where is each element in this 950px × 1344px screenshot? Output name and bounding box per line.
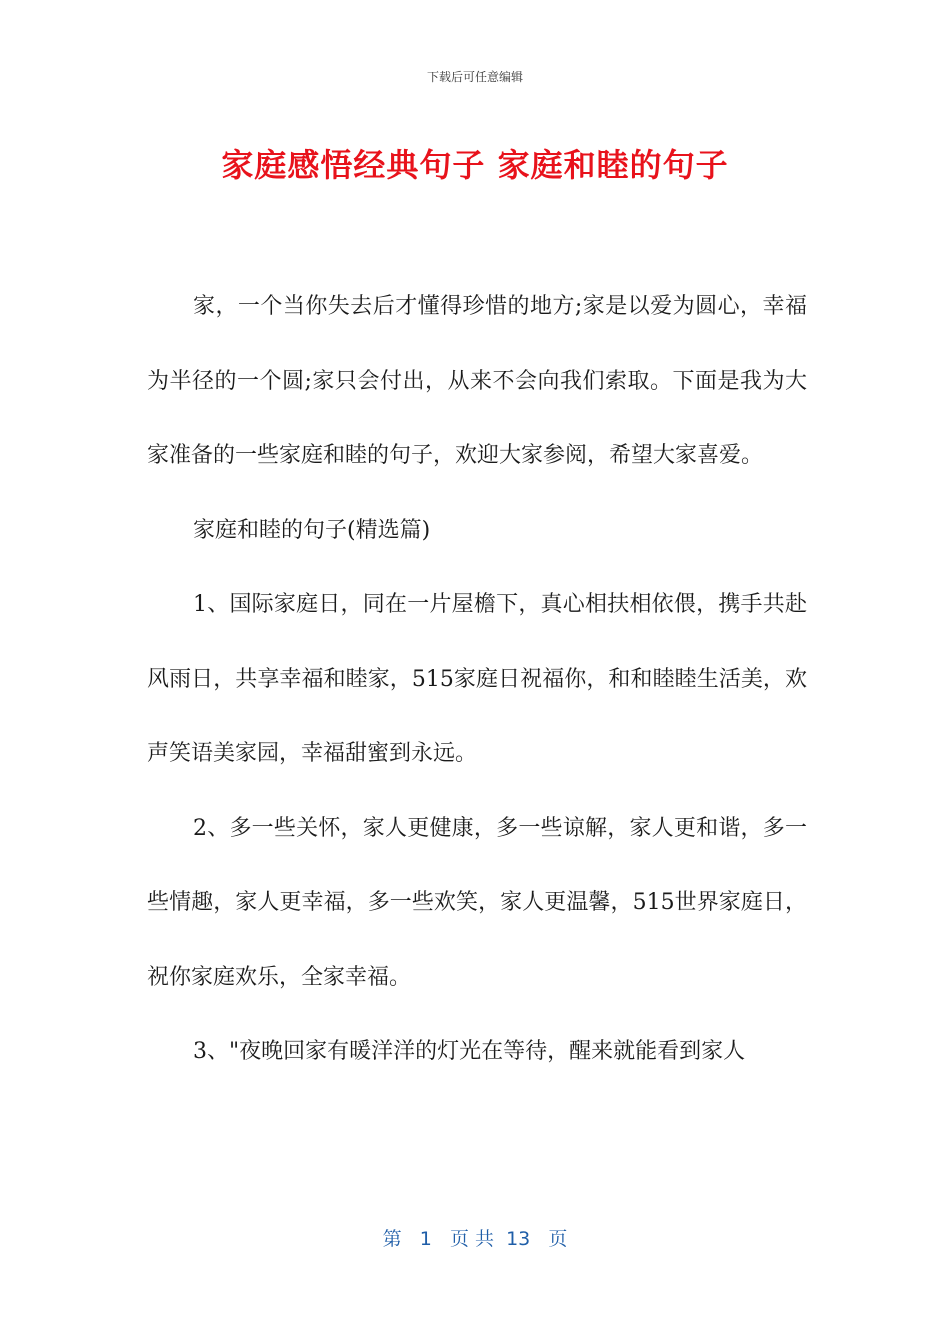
list-item: 1、国际家庭日，同在一片屋檐下，真心相扶相依偎，携手共赴风雨日，共享幸福和睦家，515家庭日祝福你，和和睦睦生活美，欢声笑语美家园，幸福甜蜜到永远。 <box>147 592 807 766</box>
footer-suffix: 页 <box>548 1228 568 1250</box>
section-heading: 家庭和睦的句子(精选篇) <box>193 517 431 543</box>
list-item: 3、"夜晚回家有暖洋洋的灯光在等待，醒来就能看到家人 <box>193 1039 746 1064</box>
page-number: 1 <box>419 1228 432 1250</box>
list-item: 2、多一些关怀，家人更健康，多一些谅解，家人更和谐，多一些情趣，家人更幸福，多一些欢笑，家人更温馨，515世界家庭日，祝你家庭欢乐，全家幸福。 <box>147 815 807 990</box>
page-footer <box>0 1224 950 1251</box>
footer-prefix: 第 <box>382 1228 402 1250</box>
total-pages: 13 <box>506 1228 531 1250</box>
header-note: 下载后可任意编辑 <box>426 70 523 84</box>
footer-middle: 页 共 <box>449 1228 494 1250</box>
document-title: 家庭感悟经典句子 家庭和睦的句子 <box>221 146 729 184</box>
document-body <box>147 270 807 1090</box>
intro-paragraph: 家，一个当你失去后才懂得珍惜的地方;家是以爱为圆心，幸福为半径的一个圆;家只会付出，从来不会向我们索取。下面是我为大家准备的一些家庭和睦的句子，欢迎大家参阅，希望大家喜爱。 <box>147 294 807 468</box>
